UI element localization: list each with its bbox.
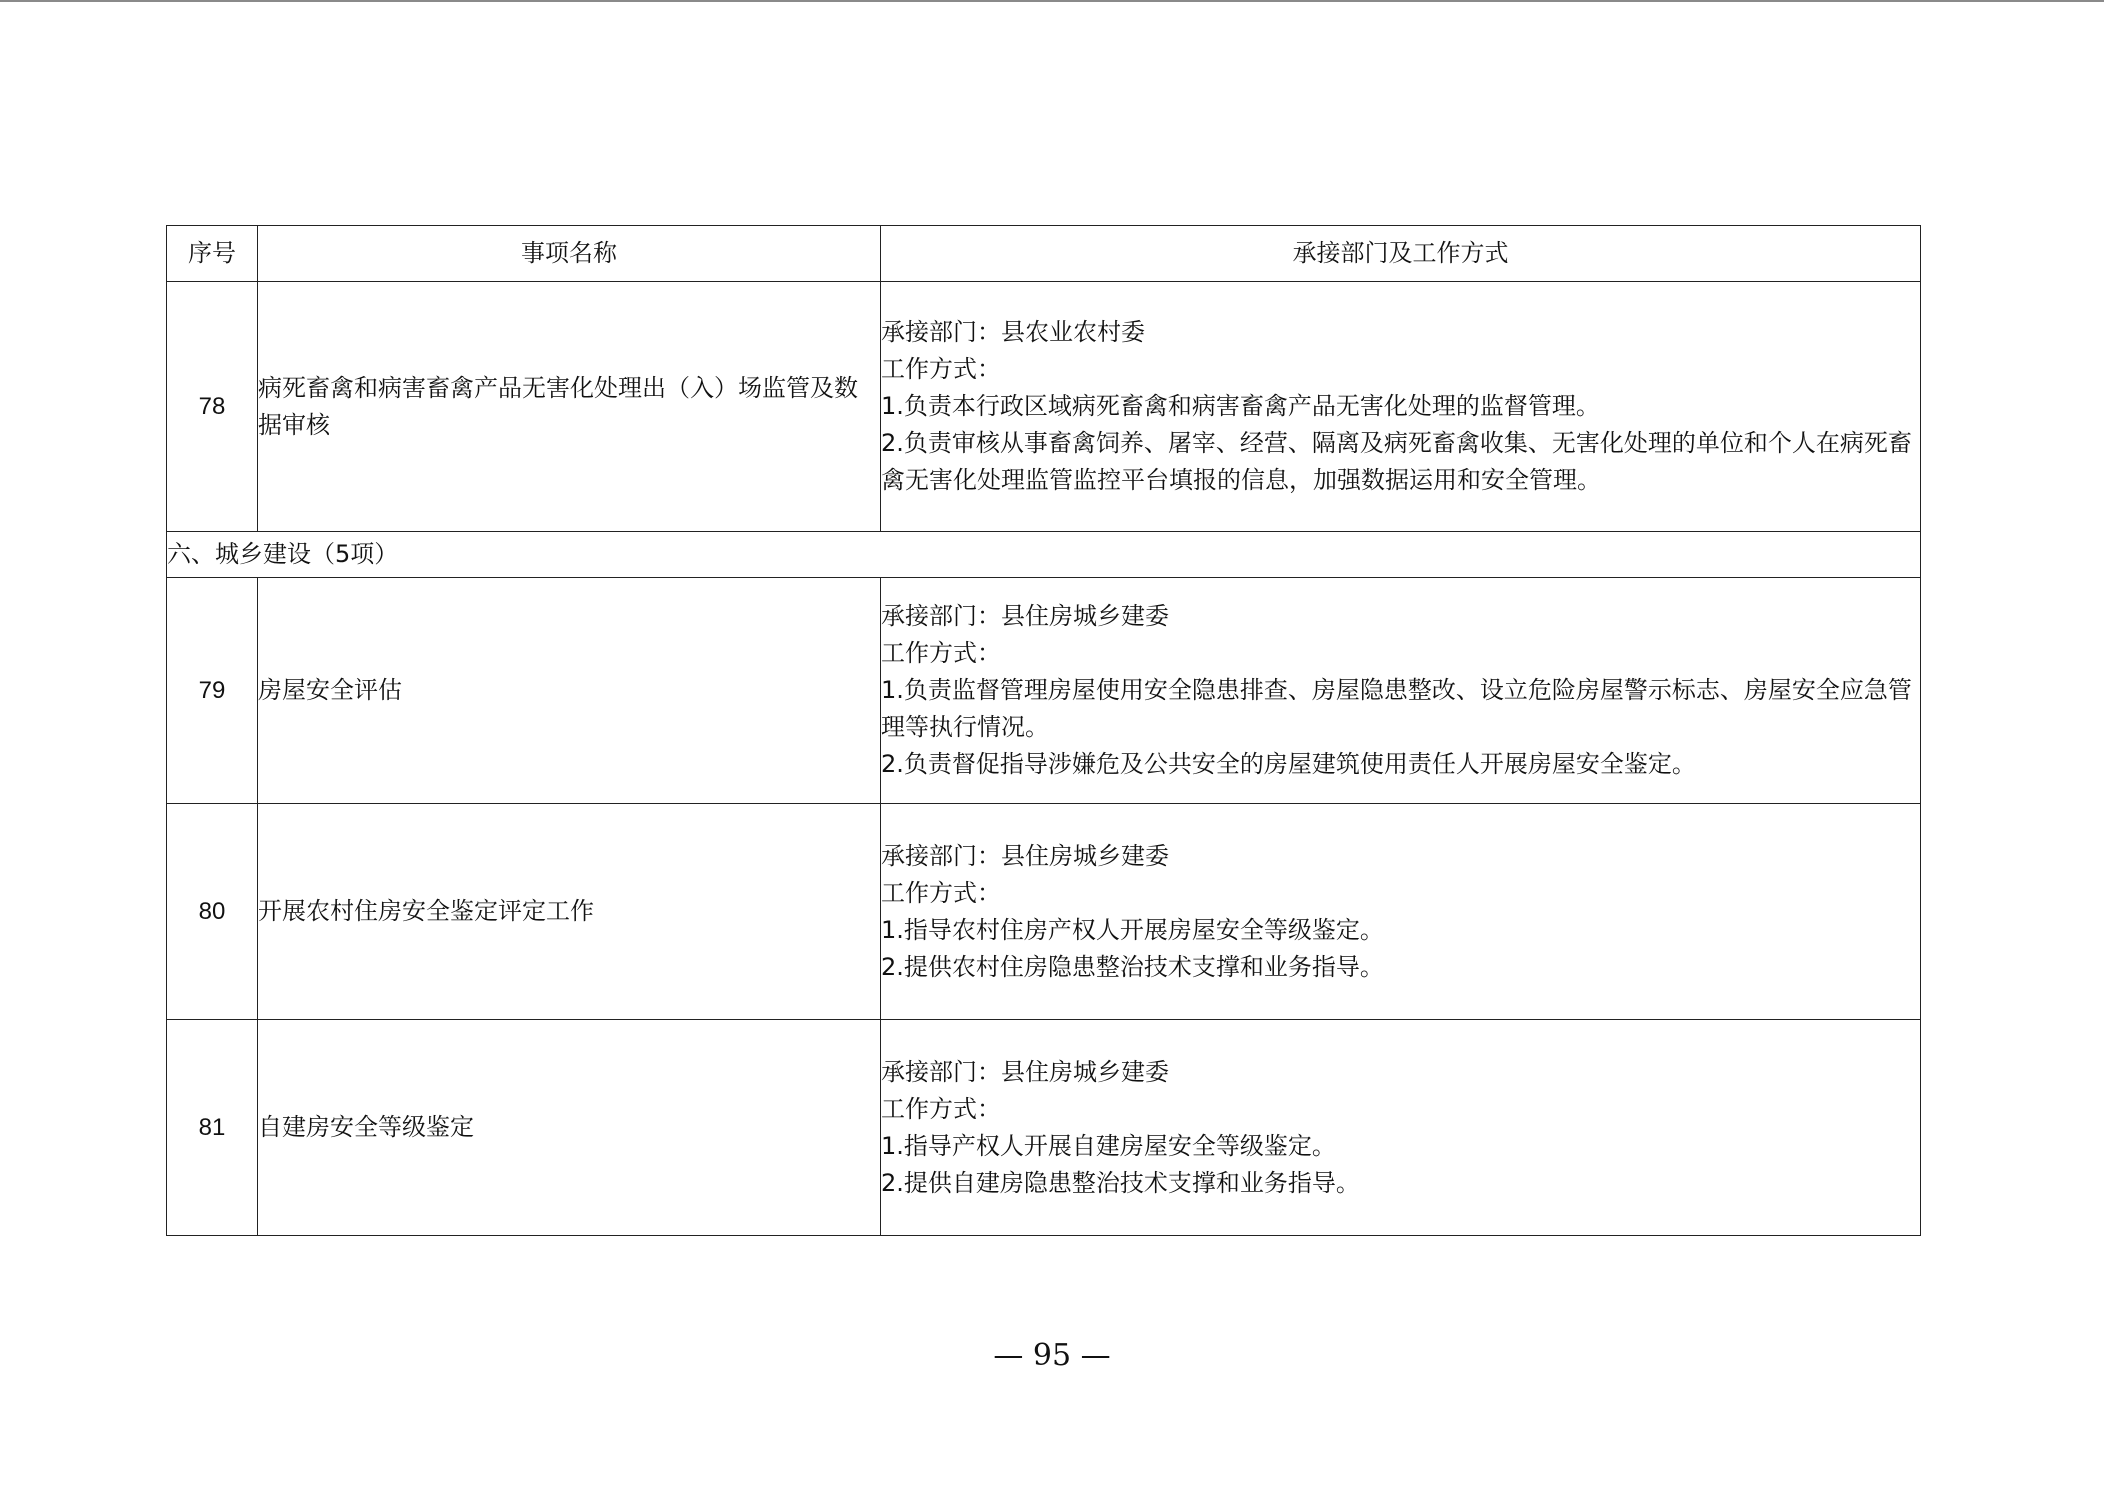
method-label: 工作方式： xyxy=(881,1094,1001,1123)
header-item-name: 事项名称 xyxy=(258,226,881,282)
method-item: 1.负责本行政区域病死畜禽和病害畜禽产品无害化处理的监督管理。 xyxy=(881,392,1600,420)
table-header-row xyxy=(167,226,1921,282)
header-no: 序号 xyxy=(167,226,258,282)
header-dept-and-method: 承接部门及工作方式 xyxy=(881,226,1921,282)
table-row xyxy=(167,578,1921,804)
section-title: 六、城乡建设（5项） xyxy=(167,532,1921,578)
item-name: 房屋安全评估 xyxy=(258,578,881,804)
dept-and-method xyxy=(881,1020,1921,1236)
method-item: 2.提供自建房隐患整治技术支撑和业务指导。 xyxy=(881,1168,1360,1197)
method-item: 1.指导产权人开展自建房屋安全等级鉴定。 xyxy=(881,1131,1336,1160)
table-row xyxy=(167,804,1921,1020)
row-number: 79 xyxy=(167,578,258,804)
dept-and-method xyxy=(881,804,1921,1020)
dept-line: 承接部门：县住房城乡建委 xyxy=(881,1057,1169,1086)
method-item: 1.指导农村住房产权人开展房屋安全等级鉴定。 xyxy=(881,915,1384,944)
dept-line: 承接部门：县住房城乡建委 xyxy=(881,602,1169,630)
dept-and-method xyxy=(881,578,1921,804)
item-name: 开展农村住房安全鉴定评定工作 xyxy=(258,804,881,1020)
method-item: 2.提供农村住房隐患整治技术支撑和业务指导。 xyxy=(881,952,1384,981)
method-item: 1.负责监督管理房屋使用安全隐患排查、房屋隐患整改、设立危险房屋警示标志、房屋安全应急管理等执行情况。 xyxy=(881,676,1912,741)
table-row xyxy=(167,1020,1921,1236)
dept-line: 承接部门：县住房城乡建委 xyxy=(881,841,1169,870)
method-item: 2.负责审核从事畜禽饲养、屠宰、经营、隔离及病死畜禽收集、无害化处理的单位和个人在病死畜禽无害化处理监管监控平台填报的信息，加强数据运用和安全管理。 xyxy=(881,429,1912,494)
method-item: 2.负责督促指导涉嫌危及公共安全的房屋建筑使用责任人开展房屋安全鉴定。 xyxy=(881,750,1696,778)
dept-and-method xyxy=(881,282,1921,532)
item-name: 自建房安全等级鉴定 xyxy=(258,1020,881,1236)
dept-line: 承接部门：县农业农村委 xyxy=(881,318,1145,346)
row-number: 80 xyxy=(167,804,258,1020)
method-label: 工作方式： xyxy=(881,355,1001,383)
row-number: 81 xyxy=(167,1020,258,1236)
items-table xyxy=(166,225,1921,1236)
section-row xyxy=(167,532,1921,578)
page-top-border xyxy=(0,0,2104,2)
item-name: 病死畜禽和病害畜禽产品无害化处理出（入）场监管及数据审核 xyxy=(258,282,881,532)
method-label: 工作方式： xyxy=(881,639,1001,667)
footer-dash-left: — xyxy=(993,1338,1024,1373)
table-row xyxy=(167,282,1921,532)
row-number: 78 xyxy=(167,282,258,532)
footer-dash-right: — xyxy=(1080,1338,1111,1373)
method-label: 工作方式： xyxy=(881,878,1001,907)
page-footer xyxy=(0,1338,2104,1373)
page-number: 95 xyxy=(1032,1338,1072,1373)
